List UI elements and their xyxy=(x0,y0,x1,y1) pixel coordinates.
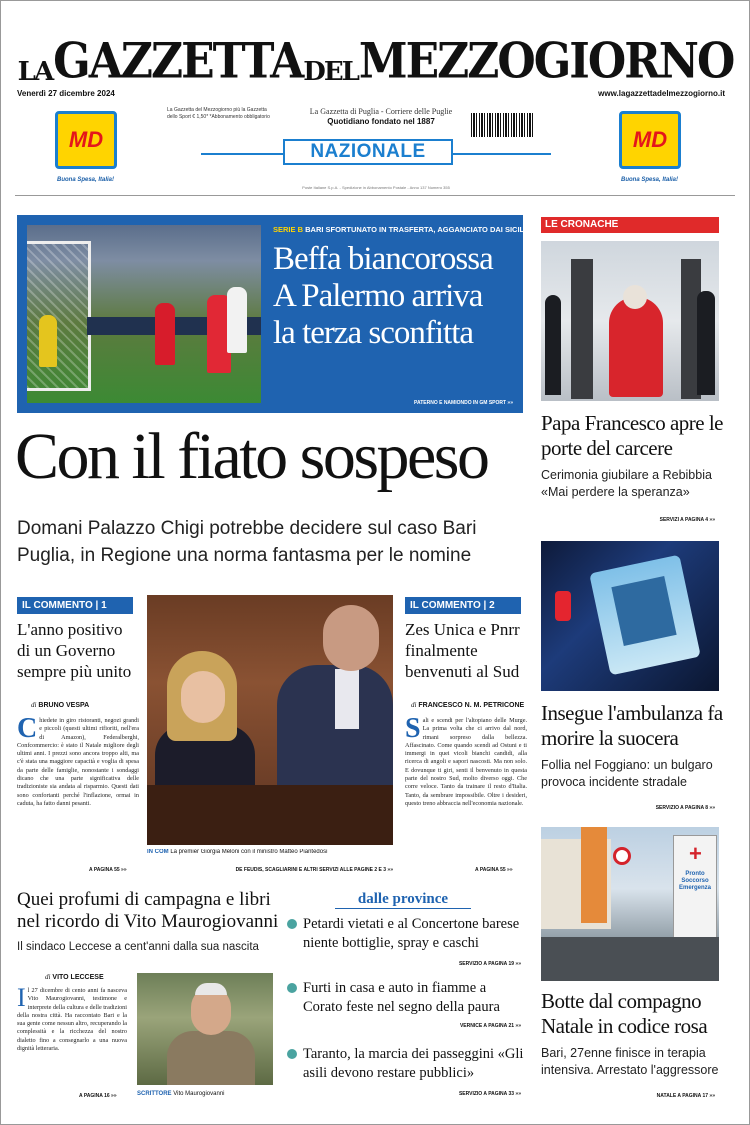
codice-rosa-headline[interactable]: Botte dal compagno Natale in codice rosa xyxy=(541,989,708,1038)
comment2-label: IL COMMENTO | 2 xyxy=(405,597,521,614)
emergency-sign-text: Pronto Soccorso Emergenza xyxy=(678,871,711,891)
caption-lead: IN COM xyxy=(147,849,169,855)
sponsor-logo-text: MD xyxy=(68,127,104,152)
masthead-del: DEL xyxy=(303,57,358,87)
bullet-dot-icon xyxy=(287,983,297,993)
pope-headline[interactable]: Papa Francesco apre le porte del carcere xyxy=(541,411,723,460)
player-figure xyxy=(227,287,247,353)
maurogiovanni-body xyxy=(17,987,127,1083)
price-note: La Gazzetta del Mezzogiorno più la Gazzetta dello Sport € 1,50* *Abbonamento obbligatorio xyxy=(167,107,270,120)
comment2-author xyxy=(411,701,524,709)
comment2-body xyxy=(405,717,527,855)
comment1-text: hiedete in giro ristoranti, negozi grandi e piccoli (questi ultimi rifioriti, nell'era di Amazon), Federalberghi, Confcommercio: è stato il Natale migliore degli ultimi anni. I prezzi sono ancora troppo alti, ma c'è stata una maggiore capacità e voglia di spesa da parte delle famiglie, nonostante i sondaggi dicano che una parte significativa delle tradizioniste sia andata al risparmio. Questi dati sono confortanti perché l'inflazione, ormai in caduta, ha fatto danni pesanti. xyxy=(17,717,139,807)
sport-box[interactable] xyxy=(17,215,540,413)
sport-headline-line: Beffa biancorossa xyxy=(273,241,493,277)
maurogiovanni-reference: A PAGINA 16 »» xyxy=(79,1093,117,1099)
founded-line: Quotidiano fondato nel 1887 xyxy=(327,117,435,126)
drop-cap: C xyxy=(17,717,38,744)
traffic-sign xyxy=(613,847,631,865)
sport-reference: PATERNO E NAMIONDO IN GM SPORT »» xyxy=(414,400,513,406)
bullet-dot-icon xyxy=(287,1049,297,1059)
goal-net xyxy=(27,241,91,391)
sponsor-tagline-left: Buona Spesa, Italia! xyxy=(57,177,115,183)
comment2-reference: A PAGINA 55 »» xyxy=(475,867,513,873)
caption-lead: SCRITTORE xyxy=(137,1091,172,1097)
comment2-text: ali e scendi per l'altopiano delle Murge. La prima volta che ci arrivo dal nord, rimani sorpreso dalla bellezza. Affascinato. Come quando scendi ad Ostuni e ti immergi in quei vicoli bianchi candidi, alla ricerca di angoli e sapori nascosti. Ma non solo. E dovunque ti giri, senti il benvenuto in questa parte del nostro Sud, molto diverso oggi. Che corre veloce. Tanto da trainare il resto d'Italia. Tanto, da sembrare impossibile. Oltre i desideri, questo treno abbraccia nell'economia nazionale. xyxy=(405,717,527,807)
writer-hair xyxy=(195,983,227,995)
masthead-gazzetta: GAZZETTA xyxy=(53,33,303,90)
red-cross-icon: + xyxy=(689,841,702,866)
comment1-reference: A PAGINA 55 »» xyxy=(89,867,127,873)
pope-subtitle: Cerimonia giubilare a Rebibbia «Mai perdere la speranza» xyxy=(541,468,712,499)
cronache-label: LE CRONACHE xyxy=(541,217,719,233)
minister-shirt xyxy=(335,669,359,729)
website-link[interactable]: www.lagazzettadelmezzogiorno.it xyxy=(598,89,725,98)
pope-figure xyxy=(609,297,663,397)
comment1-body xyxy=(17,717,139,855)
main-headline[interactable]: Con il fiato sospeso xyxy=(15,420,488,493)
maurogiovanni-caption xyxy=(137,1091,225,1097)
author-prefix: di xyxy=(45,973,51,981)
masthead-rule xyxy=(15,195,735,196)
comment1-author-name: BRUNO VESPA xyxy=(38,702,90,709)
meloni-piantedosi-photo[interactable] xyxy=(147,595,393,845)
minister-head xyxy=(323,605,379,671)
province-item-title: Furti in casa e auto in fiamme a Corato feste nel segno della paura xyxy=(303,980,500,1015)
sponsor-logo-left[interactable] xyxy=(55,111,117,169)
premier-face xyxy=(181,671,225,723)
comment2-author-prefix: di xyxy=(411,701,417,709)
sport-kicker xyxy=(273,225,539,234)
fine-print: Poste Italiane S.p.A. - Spedizione in Abbonamento Postale - Anno 137 Numero 355 xyxy=(302,185,450,190)
ambulance-photo[interactable] xyxy=(541,541,719,691)
goalkeeper-figure xyxy=(39,315,57,367)
sponsor-tagline-right: Buona Spesa, Italia! xyxy=(621,177,679,183)
center-photo-reference: DE FEUDIS, SCAGLIARINI E ALTRI SERVIZI ALLE PAGINE 2 E 3 »» xyxy=(235,867,393,873)
maurogiovanni-text: l 27 dicembre di cento anni fa nasceva Vito Maurogiovanni, testimone e interprete della cultura e delle tradizioni della nostra città. Ha raccontato Bari e la sua gente come nessun altro, recuperando la complessità e la ricchezza del nostro dialetto fino a consegnarlo a una nuova dignità letteraria. xyxy=(17,987,127,1053)
sport-headline-line: la terza sconfitta xyxy=(273,315,474,351)
comment1-label: IL COMMENTO | 1 xyxy=(17,597,133,614)
comment1-author xyxy=(31,701,89,709)
road xyxy=(541,937,719,981)
bullet-dot-icon xyxy=(287,919,297,929)
hospital-photo[interactable] xyxy=(541,827,719,981)
drop-cap: I xyxy=(17,987,26,1012)
player-figure xyxy=(155,303,175,365)
sport-kicker-text: BARI SFORTUNATO IN TRASFERTA, AGGANCIATO DAI SICILIANI xyxy=(305,225,540,234)
edition-badge: NAZIONALE xyxy=(283,139,453,165)
siren-light xyxy=(555,591,571,621)
writer-figure xyxy=(167,1031,255,1085)
prison-door xyxy=(571,259,593,399)
sport-kicker-tag: SERIE B xyxy=(273,225,304,234)
issue-date: Venerdì 27 dicembre 2024 xyxy=(17,89,115,98)
codice-rosa-subtitle: Bari, 27enne finisce in terapia intensiva. Arrestato l'aggressore xyxy=(541,1046,719,1077)
province-header: dalle province xyxy=(335,891,471,909)
sport-headline-line: A Palermo arriva xyxy=(273,278,483,314)
province-item-title: Taranto, la marcia dei passeggini «Gli asili devono restare pubblici» xyxy=(303,1046,524,1081)
sport-headline xyxy=(273,241,519,352)
caption-text: La premier Giorgia Meloni con il ministro Matteo Piantedosi xyxy=(170,849,328,855)
comment2-title[interactable]: Zes Unica e Pnrr finalmente benvenuti al Sud xyxy=(405,620,520,681)
sponsor-logo-right[interactable] xyxy=(619,111,681,169)
drop-cap: S xyxy=(405,717,421,744)
codice-rosa-reference: NATALE A PAGINA 17 »» xyxy=(656,1093,715,1099)
hospital-building xyxy=(581,827,607,923)
pope-reference: SERVIZI A PAGINA 4 »» xyxy=(659,517,715,523)
caption-text: Vito Maurogiovanni xyxy=(173,1091,225,1097)
main-subheadline: Domani Palazzo Chigi potrebbe decidere sul caso Bari Puglia, in Regione una norma fantasma per le nomine xyxy=(17,518,477,566)
maurogiovanni-headline[interactable]: Quei profumi di campagna e libri nel ricordo di Vito Maurogiovanni xyxy=(17,889,279,932)
guard-figure xyxy=(545,295,561,395)
masthead-mezzogiorno: MEZZOGIORNO xyxy=(358,33,734,90)
province-item-reference: SERVIZIO A PAGINA 33 »» xyxy=(458,1091,521,1097)
barcode xyxy=(471,113,535,137)
pope-head xyxy=(623,285,647,309)
comment1-title[interactable]: L'anno positivo di un Governo sempre più unito xyxy=(17,620,132,681)
masthead-logo[interactable] xyxy=(15,15,735,90)
comment2-author-name: FRANCESCO N. M. PETRICONE xyxy=(418,702,525,709)
football-photo xyxy=(27,225,261,403)
guard-figure xyxy=(697,291,715,395)
center-photo-caption xyxy=(147,849,397,855)
province-item-title: Petardi vietati e al Concertone barese niente bottiglie, spray e caschi xyxy=(303,916,520,951)
masthead-la: LA xyxy=(17,57,53,87)
pope-rebibbia-photo[interactable] xyxy=(541,241,719,401)
province-item-reference: SERVIZIO A PAGINA 19 »» xyxy=(458,961,521,967)
ambulance-headline[interactable]: Insegue l'ambulanza fa morire la suocera xyxy=(541,701,723,750)
parliament-bench xyxy=(147,785,393,845)
comment1-author-prefix: di xyxy=(31,701,37,709)
province-item-reference: VERNICE A PAGINA 21 »» xyxy=(459,1023,521,1029)
sponsor-logo-text: MD xyxy=(632,127,668,152)
publications-line: La Gazzetta di Puglia - Corriere delle Puglie xyxy=(309,107,453,116)
maurogiovanni-author xyxy=(45,973,104,981)
author-name: VITO LECCESE xyxy=(52,974,104,981)
maurogiovanni-subtitle: Il sindaco Leccese a cent'anni dalla sua nascita xyxy=(17,941,259,953)
maurogiovanni-photo[interactable] xyxy=(137,973,273,1085)
ambulance-subtitle: Follia nel Foggiano: un bulgaro provoca incidente stradale xyxy=(541,758,713,789)
ambulance-reference: SERVIZIO A PAGINA 8 »» xyxy=(655,805,715,811)
